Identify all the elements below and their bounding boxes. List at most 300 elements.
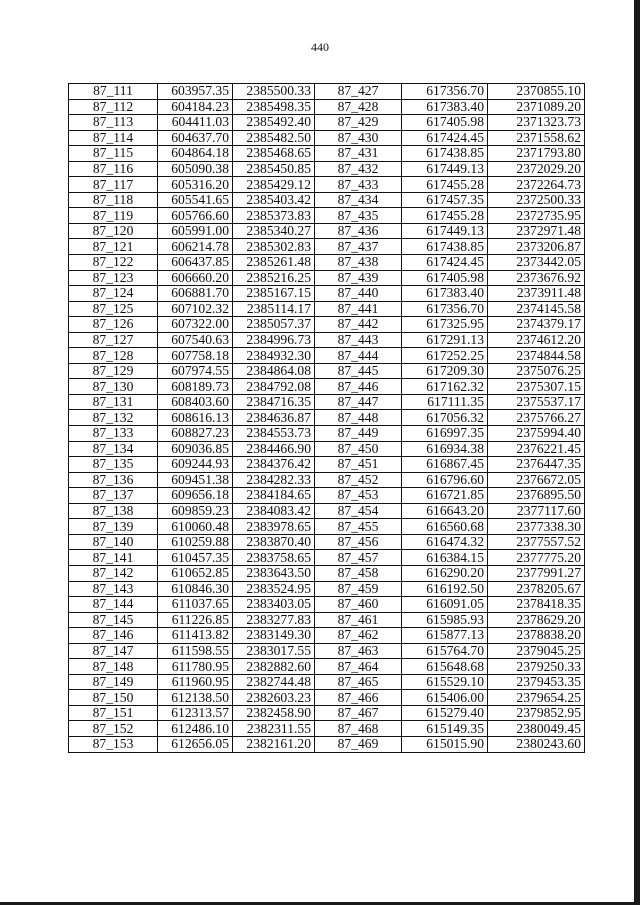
point-id-cell: 87_465 <box>315 674 402 690</box>
point-id-cell: 87_118 <box>69 192 158 208</box>
y-coordinate-cell: 2379453.35 <box>488 674 585 690</box>
point-id-cell: 87_129 <box>69 363 158 379</box>
point-id-cell: 87_140 <box>69 534 158 550</box>
table-row <box>69 84 585 100</box>
y-coordinate-cell: 2383758.65 <box>233 550 315 566</box>
point-id-cell: 87_153 <box>69 736 158 752</box>
y-coordinate-cell: 2379654.25 <box>488 690 585 706</box>
table-row <box>69 472 585 488</box>
y-coordinate-cell: 2384282.33 <box>233 472 315 488</box>
x-coordinate-cell: 611413.82 <box>158 628 233 644</box>
coordinates-table <box>68 83 585 753</box>
table-row <box>69 410 585 426</box>
point-id-cell: 87_456 <box>315 534 402 550</box>
point-id-cell: 87_113 <box>69 115 158 131</box>
x-coordinate-cell: 617405.98 <box>402 270 488 286</box>
x-coordinate-cell: 616560.68 <box>402 519 488 535</box>
point-id-cell: 87_123 <box>69 270 158 286</box>
point-id-cell: 87_119 <box>69 208 158 224</box>
x-coordinate-cell: 610652.85 <box>158 565 233 581</box>
scan-edge-right <box>634 0 640 905</box>
y-coordinate-cell: 2385373.83 <box>233 208 315 224</box>
table-row <box>69 161 585 177</box>
point-id-cell: 87_142 <box>69 565 158 581</box>
y-coordinate-cell: 2384932.30 <box>233 348 315 364</box>
point-id-cell: 87_444 <box>315 348 402 364</box>
x-coordinate-cell: 616997.35 <box>402 426 488 442</box>
point-id-cell: 87_429 <box>315 115 402 131</box>
y-coordinate-cell: 2385114.17 <box>233 301 315 317</box>
table-row <box>69 441 585 457</box>
x-coordinate-cell: 609451.38 <box>158 472 233 488</box>
x-coordinate-cell: 617424.45 <box>402 130 488 146</box>
point-id-cell: 87_125 <box>69 301 158 317</box>
x-coordinate-cell: 617252.25 <box>402 348 488 364</box>
point-id-cell: 87_450 <box>315 441 402 457</box>
x-coordinate-cell: 617162.32 <box>402 379 488 395</box>
point-id-cell: 87_430 <box>315 130 402 146</box>
x-coordinate-cell: 617111.35 <box>402 394 488 410</box>
table-row <box>69 426 585 442</box>
point-id-cell: 87_131 <box>69 394 158 410</box>
y-coordinate-cell: 2377338.30 <box>488 519 585 535</box>
y-coordinate-cell: 2385482.50 <box>233 130 315 146</box>
point-id-cell: 87_143 <box>69 581 158 597</box>
y-coordinate-cell: 2385340.27 <box>233 223 315 239</box>
point-id-cell: 87_136 <box>69 472 158 488</box>
table-row <box>69 488 585 504</box>
x-coordinate-cell: 610846.30 <box>158 581 233 597</box>
x-coordinate-cell: 617056.32 <box>402 410 488 426</box>
y-coordinate-cell: 2373206.87 <box>488 239 585 255</box>
point-id-cell: 87_428 <box>315 99 402 115</box>
y-coordinate-cell: 2385302.83 <box>233 239 315 255</box>
y-coordinate-cell: 2379852.95 <box>488 705 585 721</box>
y-coordinate-cell: 2372029.20 <box>488 161 585 177</box>
y-coordinate-cell: 2384553.73 <box>233 426 315 442</box>
point-id-cell: 87_439 <box>315 270 402 286</box>
y-coordinate-cell: 2384184.65 <box>233 488 315 504</box>
y-coordinate-cell: 2385057.37 <box>233 317 315 333</box>
y-coordinate-cell: 2378205.67 <box>488 581 585 597</box>
x-coordinate-cell: 615279.40 <box>402 705 488 721</box>
x-coordinate-cell: 615149.35 <box>402 721 488 737</box>
y-coordinate-cell: 2383643.50 <box>233 565 315 581</box>
x-coordinate-cell: 615015.90 <box>402 736 488 752</box>
y-coordinate-cell: 2374844.58 <box>488 348 585 364</box>
x-coordinate-cell: 616643.20 <box>402 503 488 519</box>
table-row <box>69 239 585 255</box>
y-coordinate-cell: 2376672.05 <box>488 472 585 488</box>
x-coordinate-cell: 616934.38 <box>402 441 488 457</box>
x-coordinate-cell: 605766.60 <box>158 208 233 224</box>
point-id-cell: 87_435 <box>315 208 402 224</box>
x-coordinate-cell: 616384.15 <box>402 550 488 566</box>
point-id-cell: 87_115 <box>69 146 158 162</box>
x-coordinate-cell: 617325.95 <box>402 317 488 333</box>
x-coordinate-cell: 606214.78 <box>158 239 233 255</box>
y-coordinate-cell: 2378418.35 <box>488 597 585 613</box>
x-coordinate-cell: 617455.28 <box>402 208 488 224</box>
y-coordinate-cell: 2383978.65 <box>233 519 315 535</box>
y-coordinate-cell: 2385468.65 <box>233 146 315 162</box>
point-id-cell: 87_144 <box>69 597 158 613</box>
page-number: 440 <box>311 40 329 54</box>
point-id-cell: 87_150 <box>69 690 158 706</box>
x-coordinate-cell: 603957.35 <box>158 84 233 100</box>
y-coordinate-cell: 2376447.35 <box>488 457 585 473</box>
y-coordinate-cell: 2374612.20 <box>488 332 585 348</box>
table-row <box>69 550 585 566</box>
point-id-cell: 87_434 <box>315 192 402 208</box>
y-coordinate-cell: 2383870.40 <box>233 534 315 550</box>
y-coordinate-cell: 2382882.60 <box>233 659 315 675</box>
x-coordinate-cell: 616192.50 <box>402 581 488 597</box>
x-coordinate-cell: 608403.60 <box>158 394 233 410</box>
y-coordinate-cell: 2385261.48 <box>233 255 315 271</box>
x-coordinate-cell: 611780.95 <box>158 659 233 675</box>
x-coordinate-cell: 615985.93 <box>402 612 488 628</box>
x-coordinate-cell: 616721.85 <box>402 488 488 504</box>
point-id-cell: 87_467 <box>315 705 402 721</box>
point-id-cell: 87_151 <box>69 705 158 721</box>
x-coordinate-cell: 606660.20 <box>158 270 233 286</box>
point-id-cell: 87_134 <box>69 441 158 457</box>
y-coordinate-cell: 2375076.25 <box>488 363 585 379</box>
point-id-cell: 87_453 <box>315 488 402 504</box>
table-row <box>69 597 585 613</box>
point-id-cell: 87_152 <box>69 721 158 737</box>
y-coordinate-cell: 2379250.33 <box>488 659 585 675</box>
point-id-cell: 87_114 <box>69 130 158 146</box>
x-coordinate-cell: 617438.85 <box>402 146 488 162</box>
point-id-cell: 87_127 <box>69 332 158 348</box>
y-coordinate-cell: 2385216.25 <box>233 270 315 286</box>
x-coordinate-cell: 610457.35 <box>158 550 233 566</box>
table-row <box>69 208 585 224</box>
x-coordinate-cell: 608189.73 <box>158 379 233 395</box>
y-coordinate-cell: 2376221.45 <box>488 441 585 457</box>
y-coordinate-cell: 2385167.15 <box>233 286 315 302</box>
x-coordinate-cell: 605541.65 <box>158 192 233 208</box>
point-id-cell: 87_469 <box>315 736 402 752</box>
y-coordinate-cell: 2379045.25 <box>488 643 585 659</box>
table-row <box>69 628 585 644</box>
x-coordinate-cell: 617449.13 <box>402 223 488 239</box>
table-row <box>69 690 585 706</box>
y-coordinate-cell: 2373676.92 <box>488 270 585 286</box>
y-coordinate-cell: 2371558.62 <box>488 130 585 146</box>
table-row <box>69 192 585 208</box>
y-coordinate-cell: 2383524.95 <box>233 581 315 597</box>
y-coordinate-cell: 2377991.27 <box>488 565 585 581</box>
table-row <box>69 519 585 535</box>
y-coordinate-cell: 2382161.20 <box>233 736 315 752</box>
point-id-cell: 87_146 <box>69 628 158 644</box>
table-row <box>69 177 585 193</box>
point-id-cell: 87_442 <box>315 317 402 333</box>
x-coordinate-cell: 609244.93 <box>158 457 233 473</box>
y-coordinate-cell: 2384996.73 <box>233 332 315 348</box>
table-row <box>69 270 585 286</box>
point-id-cell: 87_432 <box>315 161 402 177</box>
x-coordinate-cell: 617405.98 <box>402 115 488 131</box>
x-coordinate-cell: 608616.13 <box>158 410 233 426</box>
point-id-cell: 87_440 <box>315 286 402 302</box>
y-coordinate-cell: 2374145.58 <box>488 301 585 317</box>
y-coordinate-cell: 2370855.10 <box>488 84 585 100</box>
x-coordinate-cell: 616091.05 <box>402 597 488 613</box>
y-coordinate-cell: 2382603.23 <box>233 690 315 706</box>
table-row <box>69 674 585 690</box>
point-id-cell: 87_116 <box>69 161 158 177</box>
y-coordinate-cell: 2371323.73 <box>488 115 585 131</box>
x-coordinate-cell: 615764.70 <box>402 643 488 659</box>
y-coordinate-cell: 2384792.08 <box>233 379 315 395</box>
point-id-cell: 87_141 <box>69 550 158 566</box>
y-coordinate-cell: 2384716.35 <box>233 394 315 410</box>
point-id-cell: 87_436 <box>315 223 402 239</box>
x-coordinate-cell: 616867.45 <box>402 457 488 473</box>
x-coordinate-cell: 617291.13 <box>402 332 488 348</box>
coordinates-table-body <box>69 84 585 753</box>
table-row <box>69 612 585 628</box>
x-coordinate-cell: 617455.28 <box>402 177 488 193</box>
point-id-cell: 87_448 <box>315 410 402 426</box>
x-coordinate-cell: 611598.55 <box>158 643 233 659</box>
point-id-cell: 87_454 <box>315 503 402 519</box>
x-coordinate-cell: 605316.20 <box>158 177 233 193</box>
point-id-cell: 87_148 <box>69 659 158 675</box>
table-row <box>69 659 585 675</box>
table-row <box>69 379 585 395</box>
x-coordinate-cell: 610259.88 <box>158 534 233 550</box>
x-coordinate-cell: 607540.63 <box>158 332 233 348</box>
table-row <box>69 332 585 348</box>
y-coordinate-cell: 2385500.33 <box>233 84 315 100</box>
table-row <box>69 534 585 550</box>
point-id-cell: 87_461 <box>315 612 402 628</box>
y-coordinate-cell: 2372500.33 <box>488 192 585 208</box>
table-row <box>69 581 585 597</box>
y-coordinate-cell: 2377117.60 <box>488 503 585 519</box>
x-coordinate-cell: 617449.13 <box>402 161 488 177</box>
y-coordinate-cell: 2378838.20 <box>488 628 585 644</box>
table-row <box>69 317 585 333</box>
table-row <box>69 130 585 146</box>
x-coordinate-cell: 612138.50 <box>158 690 233 706</box>
point-id-cell: 87_147 <box>69 643 158 659</box>
x-coordinate-cell: 604411.03 <box>158 115 233 131</box>
y-coordinate-cell: 2382311.55 <box>233 721 315 737</box>
y-coordinate-cell: 2371793.80 <box>488 146 585 162</box>
point-id-cell: 87_455 <box>315 519 402 535</box>
x-coordinate-cell: 605090.38 <box>158 161 233 177</box>
y-coordinate-cell: 2385450.85 <box>233 161 315 177</box>
x-coordinate-cell: 615648.68 <box>402 659 488 675</box>
y-coordinate-cell: 2384376.42 <box>233 457 315 473</box>
point-id-cell: 87_445 <box>315 363 402 379</box>
point-id-cell: 87_117 <box>69 177 158 193</box>
table-row <box>69 223 585 239</box>
table-row <box>69 348 585 364</box>
point-id-cell: 87_137 <box>69 488 158 504</box>
point-id-cell: 87_121 <box>69 239 158 255</box>
y-coordinate-cell: 2374379.17 <box>488 317 585 333</box>
y-coordinate-cell: 2383403.05 <box>233 597 315 613</box>
table-row <box>69 721 585 737</box>
x-coordinate-cell: 611226.85 <box>158 612 233 628</box>
y-coordinate-cell: 2385429.12 <box>233 177 315 193</box>
point-id-cell: 87_149 <box>69 674 158 690</box>
x-coordinate-cell: 612486.10 <box>158 721 233 737</box>
y-coordinate-cell: 2384466.90 <box>233 441 315 457</box>
x-coordinate-cell: 604637.70 <box>158 130 233 146</box>
x-coordinate-cell: 611960.95 <box>158 674 233 690</box>
point-id-cell: 87_462 <box>315 628 402 644</box>
point-id-cell: 87_111 <box>69 84 158 100</box>
point-id-cell: 87_138 <box>69 503 158 519</box>
point-id-cell: 87_437 <box>315 239 402 255</box>
x-coordinate-cell: 617356.70 <box>402 84 488 100</box>
y-coordinate-cell: 2377557.52 <box>488 534 585 550</box>
x-coordinate-cell: 609656.18 <box>158 488 233 504</box>
point-id-cell: 87_120 <box>69 223 158 239</box>
x-coordinate-cell: 607102.32 <box>158 301 233 317</box>
point-id-cell: 87_463 <box>315 643 402 659</box>
x-coordinate-cell: 605991.00 <box>158 223 233 239</box>
y-coordinate-cell: 2375307.15 <box>488 379 585 395</box>
y-coordinate-cell: 2383277.83 <box>233 612 315 628</box>
y-coordinate-cell: 2372264.73 <box>488 177 585 193</box>
x-coordinate-cell: 617383.40 <box>402 99 488 115</box>
y-coordinate-cell: 2373442.05 <box>488 255 585 271</box>
x-coordinate-cell: 607322.00 <box>158 317 233 333</box>
point-id-cell: 87_460 <box>315 597 402 613</box>
y-coordinate-cell: 2385403.42 <box>233 192 315 208</box>
x-coordinate-cell: 604184.23 <box>158 99 233 115</box>
table-row <box>69 301 585 317</box>
y-coordinate-cell: 2383017.55 <box>233 643 315 659</box>
table-row <box>69 286 585 302</box>
x-coordinate-cell: 617209.30 <box>402 363 488 379</box>
point-id-cell: 87_459 <box>315 581 402 597</box>
y-coordinate-cell: 2380049.45 <box>488 721 585 737</box>
x-coordinate-cell: 607974.55 <box>158 363 233 379</box>
table-row <box>69 146 585 162</box>
y-coordinate-cell: 2384636.87 <box>233 410 315 426</box>
point-id-cell: 87_451 <box>315 457 402 473</box>
y-coordinate-cell: 2377775.20 <box>488 550 585 566</box>
y-coordinate-cell: 2378629.20 <box>488 612 585 628</box>
point-id-cell: 87_132 <box>69 410 158 426</box>
point-id-cell: 87_452 <box>315 472 402 488</box>
point-id-cell: 87_466 <box>315 690 402 706</box>
point-id-cell: 87_145 <box>69 612 158 628</box>
table-row <box>69 736 585 752</box>
point-id-cell: 87_124 <box>69 286 158 302</box>
x-coordinate-cell: 611037.65 <box>158 597 233 613</box>
x-coordinate-cell: 616474.32 <box>402 534 488 550</box>
point-id-cell: 87_447 <box>315 394 402 410</box>
x-coordinate-cell: 615529.10 <box>402 674 488 690</box>
table-row <box>69 394 585 410</box>
point-id-cell: 87_443 <box>315 332 402 348</box>
table-row <box>69 565 585 581</box>
table-row <box>69 115 585 131</box>
y-coordinate-cell: 2385492.40 <box>233 115 315 131</box>
x-coordinate-cell: 608827.23 <box>158 426 233 442</box>
y-coordinate-cell: 2371089.20 <box>488 99 585 115</box>
y-coordinate-cell: 2375537.17 <box>488 394 585 410</box>
point-id-cell: 87_458 <box>315 565 402 581</box>
y-coordinate-cell: 2382744.48 <box>233 674 315 690</box>
point-id-cell: 87_441 <box>315 301 402 317</box>
point-id-cell: 87_433 <box>315 177 402 193</box>
x-coordinate-cell: 607758.18 <box>158 348 233 364</box>
y-coordinate-cell: 2384083.42 <box>233 503 315 519</box>
point-id-cell: 87_431 <box>315 146 402 162</box>
table-row <box>69 705 585 721</box>
x-coordinate-cell: 610060.48 <box>158 519 233 535</box>
x-coordinate-cell: 617424.45 <box>402 255 488 271</box>
table-row <box>69 643 585 659</box>
y-coordinate-cell: 2375766.27 <box>488 410 585 426</box>
x-coordinate-cell: 604864.18 <box>158 146 233 162</box>
y-coordinate-cell: 2372971.48 <box>488 223 585 239</box>
point-id-cell: 87_464 <box>315 659 402 675</box>
x-coordinate-cell: 615406.00 <box>402 690 488 706</box>
table-row <box>69 363 585 379</box>
y-coordinate-cell: 2372735.95 <box>488 208 585 224</box>
point-id-cell: 87_133 <box>69 426 158 442</box>
y-coordinate-cell: 2373911.48 <box>488 286 585 302</box>
x-coordinate-cell: 617356.70 <box>402 301 488 317</box>
x-coordinate-cell: 606437.85 <box>158 255 233 271</box>
table-row <box>69 255 585 271</box>
x-coordinate-cell: 609036.85 <box>158 441 233 457</box>
x-coordinate-cell: 612656.05 <box>158 736 233 752</box>
point-id-cell: 87_130 <box>69 379 158 395</box>
point-id-cell: 87_438 <box>315 255 402 271</box>
y-coordinate-cell: 2384864.08 <box>233 363 315 379</box>
point-id-cell: 87_135 <box>69 457 158 473</box>
table-row <box>69 99 585 115</box>
point-id-cell: 87_128 <box>69 348 158 364</box>
y-coordinate-cell: 2382458.90 <box>233 705 315 721</box>
y-coordinate-cell: 2380243.60 <box>488 736 585 752</box>
y-coordinate-cell: 2383149.30 <box>233 628 315 644</box>
point-id-cell: 87_446 <box>315 379 402 395</box>
y-coordinate-cell: 2385498.35 <box>233 99 315 115</box>
x-coordinate-cell: 606881.70 <box>158 286 233 302</box>
point-id-cell: 87_468 <box>315 721 402 737</box>
point-id-cell: 87_126 <box>69 317 158 333</box>
point-id-cell: 87_449 <box>315 426 402 442</box>
x-coordinate-cell: 617457.35 <box>402 192 488 208</box>
y-coordinate-cell: 2376895.50 <box>488 488 585 504</box>
point-id-cell: 87_122 <box>69 255 158 271</box>
x-coordinate-cell: 615877.13 <box>402 628 488 644</box>
x-coordinate-cell: 616796.60 <box>402 472 488 488</box>
x-coordinate-cell: 617438.85 <box>402 239 488 255</box>
x-coordinate-cell: 612313.57 <box>158 705 233 721</box>
point-id-cell: 87_457 <box>315 550 402 566</box>
table-row <box>69 457 585 473</box>
x-coordinate-cell: 617383.40 <box>402 286 488 302</box>
point-id-cell: 87_139 <box>69 519 158 535</box>
point-id-cell: 87_112 <box>69 99 158 115</box>
